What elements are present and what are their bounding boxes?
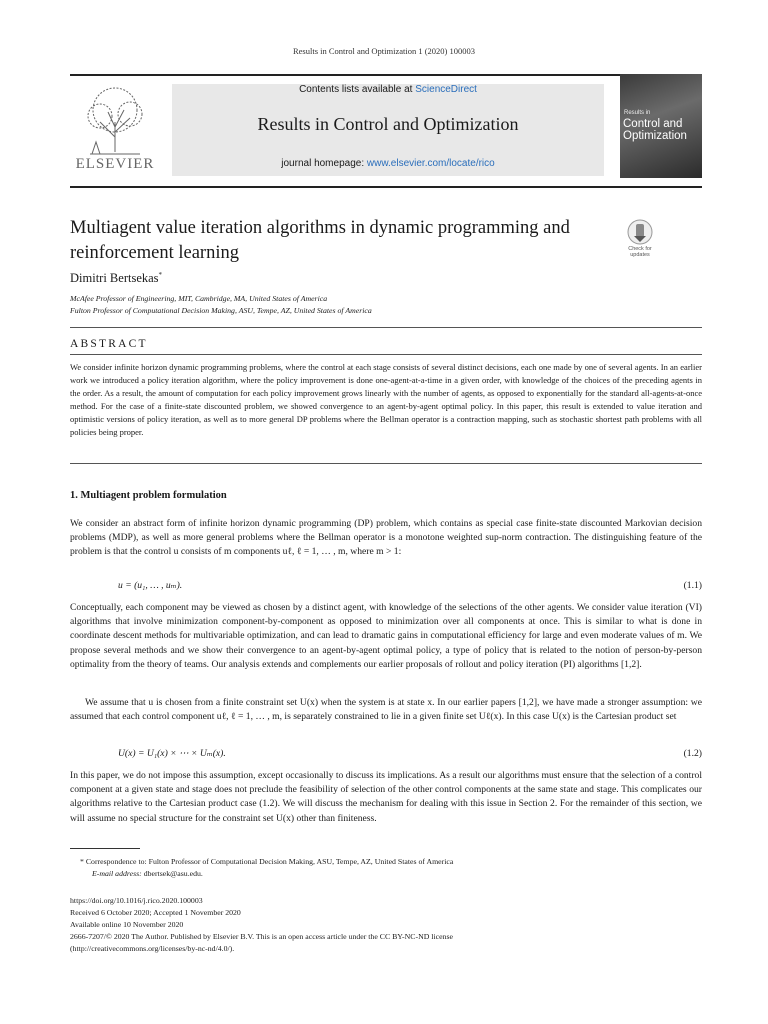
- paragraph-3: We assume that u is chosen from a finite constraint set U(x) when the system is at state x. In our earlier papers [1,2], we have made a stronger assumption: we assumed that each control component uℓ, ℓ = 1, … , m, is separately constrained to lie in a given finite set Uℓ(x). In this case U(x) is the Cartesian product set: [70, 697, 702, 723]
- banner-bottom-rule: [70, 186, 702, 188]
- received-dates: Received 6 October 2020; Accepted 1 November 2020: [70, 908, 241, 917]
- copyright-line: 2666-7207/© 2020 The Author. Published by Elsevier B.V. This is an open access article under the CC BY-NC-ND license: [70, 932, 453, 941]
- abstract-heading-rule: [70, 354, 702, 355]
- abstract-bottom-rule: [70, 463, 702, 464]
- author-footnote-mark[interactable]: *: [158, 271, 163, 279]
- abstract-text: We consider infinite horizon dynamic programming problems, where the control at each stage consists of several distinct decisions, each one made by one of several agents. In an earlier work we introduced a policy iteration algorithm, where the policy improvement is done one-agent-at-a-time in a given order, with knowledge of the choices of the preceding agents in the order. As a result, the amount of computation for each policy improvement grows linearly with the number of agents, as opposed to exponentially for the standard all-agents-at-once method. For the case of a finite-state discounted problem, we showed convergence to an agent-by-agent optimal policy. In this paper, this result is extended to value iteration and optimistic versions of policy iteration, as well as to more general DP problems where the Bellman operator is a contraction mapping, such as stochastic shortest path problems with all policies being proper.: [70, 362, 702, 437]
- check-for-updates-label: Check for updates: [628, 246, 652, 258]
- paper-title: Multiagent value iteration algorithms in dynamic programming and reinforcement learning: [70, 218, 570, 263]
- homepage-line: journal homepage: www.elsevier.com/locate/rico: [281, 158, 495, 169]
- paragraph-4: In this paper, we do not impose this assumption, except occasionally to discuss its implications. As a result our algorithms must ensure that the selection of a control component at a given state and stage does not preclude the feasibility of selection of the other control components at the same state and stage. This complicates our algorithms relative to the Cartesian product case (1.2). We will discuss the mechanism for dealing with this issue in Section 2. For the remainder of this section, we will assume no special structure for the constraint set U(x) other than finiteness.: [70, 770, 702, 824]
- running-head: Results in Control and Optimization 1 (2020) 100003: [292, 46, 476, 56]
- doi-link[interactable]: https://doi.org/10.1016/j.rico.2020.100003: [70, 896, 203, 905]
- banner-top-rule: [70, 74, 702, 76]
- footnote-rule: [70, 848, 140, 849]
- affiliation-2: Fulton Professor of Computational Decision Making, ASU, Tempe, AZ, United States of America: [70, 306, 372, 315]
- author: Dimitri Bertsekas*: [70, 271, 163, 286]
- journal-name: Results in Control and Optimization: [257, 114, 519, 134]
- section-heading: 1. Multiagent problem formulation: [70, 490, 227, 501]
- paragraph-2: Conceptually, each component may be viewed as chosen by a distinct agent, with knowledge of the selections of the other agents. We consider value iteration (VI) algorithms that involve minimization component-by-component as opposed to minimization over all components at once. This is similar to what is done in coordinate descent methods for multivariable optimization, and can lead to dramatic gains in computational efficiency for large and even moderate values of m. We propose several methods and we show their convergence to an agent-by-agent optimal policy, a type of policy that is related to the notion of person-by-person optimality from the theory of teams. Our analysis extends and complements our earlier proposals of rollout and policy iteration (PI) algorithms [1,2].: [70, 602, 702, 670]
- cover-small-text: Results in: [624, 110, 651, 116]
- journal-cover: [620, 74, 702, 178]
- abstract-top-rule: [70, 327, 702, 328]
- equation-1-1-number: (1.1): [683, 580, 702, 591]
- footnote: * Correspondence to: Fulton Professor of Computational Decision Making, ASU, Tempe, AZ, United States of America: [80, 857, 454, 866]
- available-online: Available online 10 November 2020: [70, 920, 184, 929]
- abstract-heading: ABSTRACT: [70, 338, 148, 350]
- equation-1-1: u = (u₁, … , uₘ).: [118, 580, 183, 591]
- cover-title: Control and Optimization: [623, 118, 687, 142]
- equation-1-2-number: (1.2): [683, 748, 702, 759]
- affiliation-1: McAfee Professor of Engineering, MIT, Cambridge, MA, United States of America: [70, 294, 328, 303]
- publisher-name: ELSEVIER: [75, 156, 155, 172]
- sciencedirect-link[interactable]: ScienceDirect: [415, 84, 477, 95]
- footnote-mark: *: [80, 857, 84, 866]
- homepage-link[interactable]: www.elsevier.com/locate/rico: [366, 158, 495, 169]
- contents-line: Contents lists available at ScienceDirect: [299, 84, 477, 95]
- author-email-link[interactable]: dbertsek@asu.edu.: [143, 869, 203, 878]
- license-link[interactable]: (http://creativecommons.org/licenses/by-nc-nd/4.0/).: [70, 944, 235, 953]
- equation-1-2: U(x) = U₁(x) × ⋯ × Uₘ(x).: [118, 748, 226, 759]
- footnote-email: E-mail address: dbertsek@asu.edu.: [92, 869, 203, 878]
- paragraph-1: We consider an abstract form of infinite horizon dynamic programming (DP) problem, which contains as special case finite-state discounted Markovian decision problems (MDP), as well as more general problems where the Bellman operator is a monotone weighted sup-norm contraction. The distinguishing feature of the problem is that the control u consists of m components uℓ, ℓ = 1, … , m, where m > 1:: [70, 518, 702, 558]
